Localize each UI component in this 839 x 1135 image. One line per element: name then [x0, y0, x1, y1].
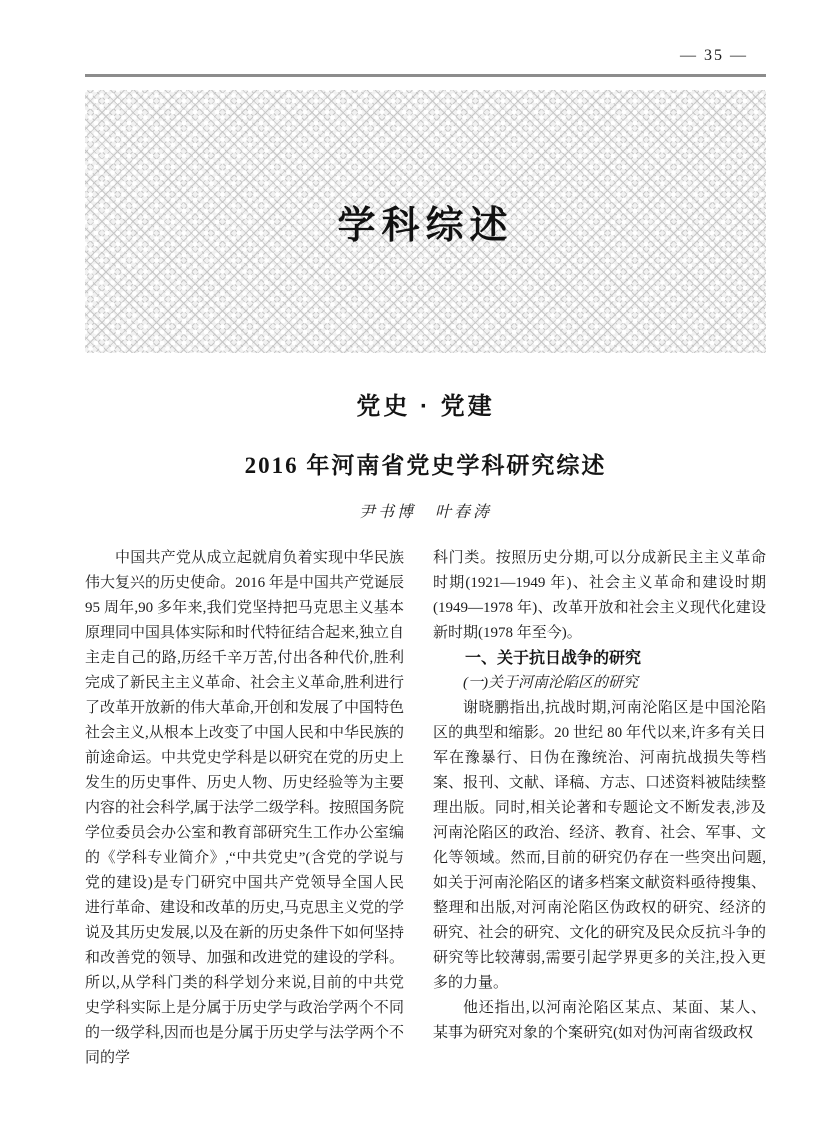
article-authors: 尹书博 叶春涛	[358, 504, 492, 521]
header-rule	[85, 74, 766, 77]
body-paragraph-continuation: 科门类。按照历史分期,可以分成新民主主义革命时期(1921—1949 年)、社会主义革命和建设时期(1949—1978 年)、改革开放和社会主义现代化建设新时期(1978 年至今)。	[433, 550, 766, 641]
left-column	[85, 546, 404, 1071]
right-column	[433, 546, 766, 1046]
subsection-heading: (一)关于河南沦陷区的研究	[463, 675, 638, 691]
body-paragraph: 他还指出,以河南沦陷区某点、某面、某人、某事为研究对象的个案研究(如对伪河南省级政权	[433, 1000, 766, 1041]
page-number: — 35 —	[680, 47, 748, 64]
article-title: 2016 年河南省党史学科研究综述	[244, 453, 607, 478]
body-paragraph: 谢晓鹏指出,抗战时期,河南沦陷区是中国沦陷区的典型和缩影。20 世纪 80 年代以来,许多有关日军在豫暴行、日伪在豫统治、河南抗战损失等档案、报刊、文献、译稿、方志、口述资料被陆续整理出版。同时,相关论著和专题论文不断发表,涉及河南沦陷区的政治、经济、教育、社会、军事、文化等领域。然而,目前的研究仍存在一些突出问题,如关于河南沦陷区的诸多档案文献资料亟待搜集、整理和出版,对河南沦陷区伪政权的研究、经济的研究、社会的研究、文化的研究及民众反抗斗争的研究等比较薄弱,需要引起学界更多的关注,投入更多的力量。	[433, 700, 766, 991]
section-banner	[85, 90, 766, 353]
banner-title: 学科综述	[337, 205, 514, 247]
body-paragraph: 中国共产党从成立起就肩负着实现中华民族伟大复兴的历史使命。2016 年是中国共产党诞辰 95 周年,90 多年来,我们党坚持把马克思主义基本原理同中国具体实际和时代特征结合起来,独立自主走自己的路,历经千辛万苦,付出各种代价,胜利完成了新民主主义革命、社会主义革命,胜利进行了改革开放新的伟大革命,开创和发展了中国特色社会主义,从根本上改变了中国人民和中华民族的前途命运。中共党史学科是以研究在党的历史上发生的历史事件、历史人物、历史经验等为主要内容的社会科学,属于法学二级学科。按照国务院学位委员会办公室和教育部研究生工作办公室编的《学科专业简介》,“中共党史”(含党的学说与党的建设)是专门研究中国共产党领导全国人民进行革命、建设和改革的历史,马克思主义党的学说及其历史发展,以及在新的历史条件下如何坚持和改善党的领导、加强和改进党的建设的学科。所以,从学科门类的科学划分来说,目前的中共党史学科实际上是分属于历史学与政治学两个不同的一级学科,因而也是分属于历史学与法学两个不同的学	[85, 550, 404, 1066]
column-section-title: 党史 · 党建	[356, 393, 495, 420]
section-heading: 一、关于抗日战争的研究	[465, 650, 642, 667]
